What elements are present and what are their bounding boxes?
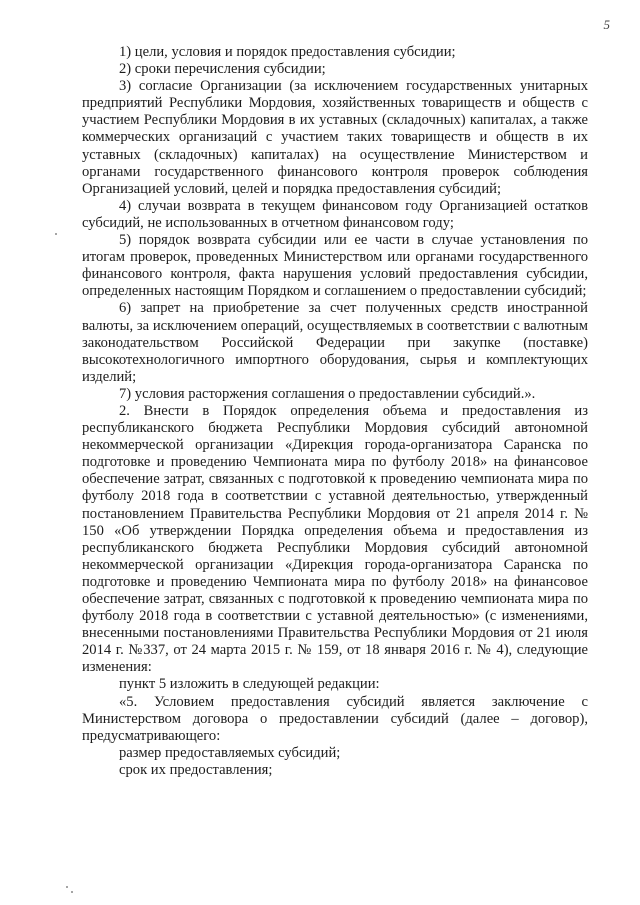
paragraph: размер предоставляемых субсидий; bbox=[119, 744, 341, 761]
paragraph: 3) согласие Организации (за исключением государственных унитарных предприятий Республики Мордовия, хозяйственных товариществ и обществ с участием Республики Мордовия в их уставных (складочных) капиталах, а также коммерческих организаций с участием таких товариществ и обществ в их уставных (складочных) капиталах) на осуществление Министерством и органами государственного финансового контроля проверок соблюдения Организацией условий, целей и порядка предоставления субсидий; bbox=[82, 78, 588, 197]
scan-speck bbox=[55, 233, 57, 235]
paragraph: 7) условия расторжения соглашения о предоставлении субсидий.». bbox=[119, 385, 536, 402]
paragraph: «5. Условием предоставления субсидий является заключение с Министерством договора о предоставлении субсидий (далее – договор), предусматривающего: bbox=[82, 693, 588, 744]
paragraph: срок их предоставления; bbox=[119, 761, 273, 778]
paragraph: 6) запрет на приобретение за счет полученных средств иностранной валюты, за исключением операций, осуществляемых в соответствии с валютным законодательством Российской Федерации при закупке (поставке) высокотехнологичного импортного оборудования, сырья и комплектующих изделий; bbox=[82, 300, 588, 385]
scan-speck bbox=[71, 891, 73, 893]
paragraph: 2. Внести в Порядок определения объема и предоставления из республиканского бюджета Республики Мордовия субсидий автономной некоммерческой организации «Дирекция города-организатора Саранска по подготовке и проведению Чемпионата мира по футболу 2018» на финансовое обеспечение затрат, связанных с подготовкой к проведению чемпионата мира по футболу 2018 года в соответствии с уставной деятельностью, утвержденный постановлением Правительства Республики Мордовия от 21 апреля 2014 г. № 150 «Об утверждении Порядка определения объема и предоставления из республиканского бюджета Республики Мордовия субсидий автономной некоммерческой организации «Дирекция города-организатора Саранска по подготовке и проведению Чемпионата мира по футболу 2018» на финансовое обеспечение затрат, связанных с подготовкой к проведению чемпионата мира по футболу 2018 года в соответствии с уставной деятельностью» (с изменениями, внесенными постановлениями Правительства Республики Мордовия от 21 июля 2014 г. №337, от 24 марта 2015 г. № 159, от 18 января 2016 г. № 4), следующие изменения: bbox=[82, 402, 588, 676]
scan-speck bbox=[66, 886, 68, 888]
paragraph: пункт 5 изложить в следующей редакции: bbox=[119, 676, 380, 693]
paragraph: 5) порядок возврата субсидии или ее части в случае установления по итогам проверок, проведенных Министерством или органами государственного финансового контроля, факта нарушения условий предоставления субсидии, определенных настоящим Порядком и соглашением о предоставлении субсидий; bbox=[82, 232, 588, 300]
paragraph: 1) цели, условия и порядок предоставления субсидии; bbox=[119, 44, 456, 60]
page-number: 5 bbox=[603, 17, 610, 32]
document-body bbox=[82, 44, 588, 779]
paragraph: 2) сроки перечисления субсидии; bbox=[119, 61, 326, 78]
paragraph: 4) случаи возврата в текущем финансовом году Организацией остатков субсидий, не использованных в отчетном финансовом году; bbox=[82, 197, 588, 231]
